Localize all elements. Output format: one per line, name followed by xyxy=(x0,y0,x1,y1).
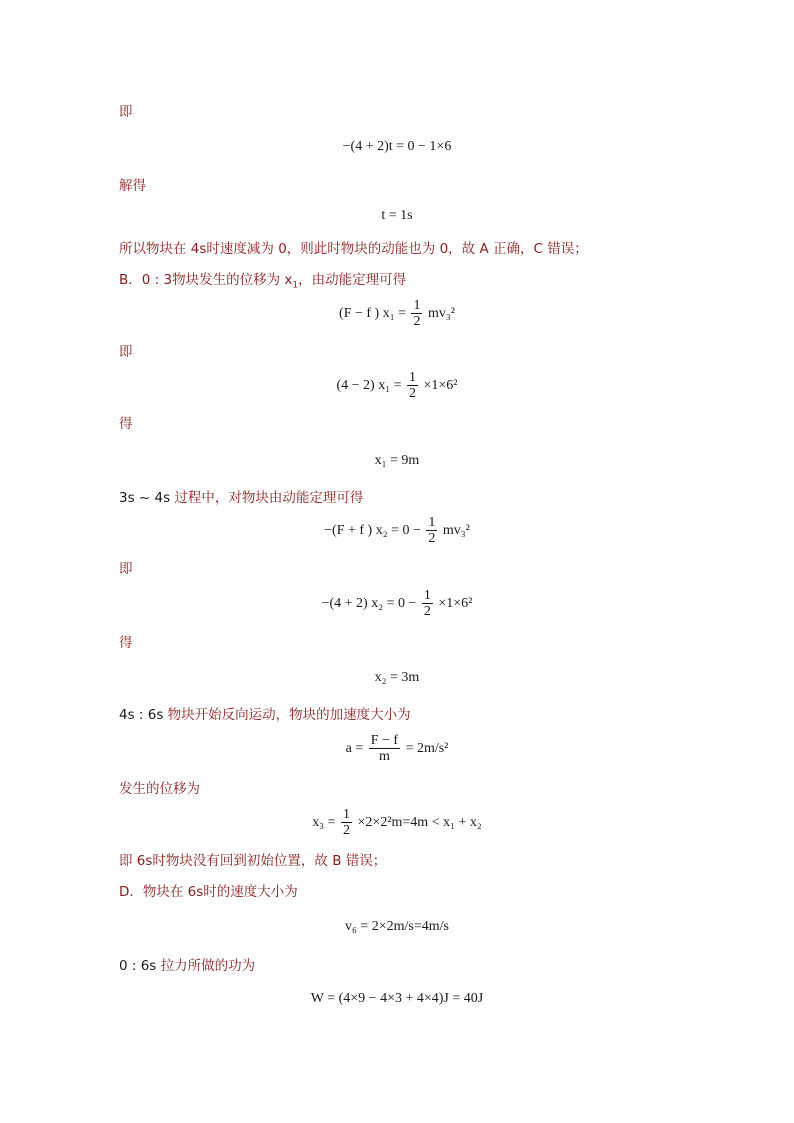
formula-3-den: 2 xyxy=(413,314,421,329)
text-line-1: 即 xyxy=(119,104,133,120)
formula-12: W = (4×9 − 4×3 + 4×4)J = 40J xyxy=(310,991,484,1006)
formula-10-right: ×2×2²m=4m < x₁ + x₂ xyxy=(357,814,482,830)
text-line-4-prefix: B．0 : 3物块发生的位移为 x xyxy=(119,272,293,288)
formula-10-fraction xyxy=(341,807,352,838)
formula-6-den: 2 xyxy=(428,531,436,546)
text-line-4-suffix: ，由动能定理可得 xyxy=(298,272,407,288)
formula-7-num: 1 xyxy=(423,588,431,603)
text-line-3: 所以物块在 4s时速度减为 0，则此时物块的动能也为 0，故 A 正确，C 错误； xyxy=(119,241,588,257)
text-line-4-sub: 1 xyxy=(292,280,299,291)
formula-11: v₆ = 2×2m/s=4m/s xyxy=(344,919,450,934)
formula-3-fraction xyxy=(411,298,422,329)
text-line-14-range: 0 : 6s xyxy=(119,958,157,974)
formula-7-fraction xyxy=(422,588,433,619)
text-line-10-range: 4s : 6s xyxy=(119,707,164,723)
text-line-10 xyxy=(119,706,411,724)
text-line-7-range: 3s ~ 4s xyxy=(119,490,171,506)
formula-4-left: (4 − 2) x₁ = xyxy=(336,377,402,393)
formula-7-left: −(4 + 2) x₂ = 0 − xyxy=(321,595,417,611)
text-line-9: 得 xyxy=(119,635,133,651)
text-line-10-rest: 物块开始反向运动，物块的加速度大小为 xyxy=(163,707,411,723)
formula-3-right: mv₃² xyxy=(427,305,455,321)
text-line-7-rest: 过程中，对物块由动能定理可得 xyxy=(170,490,364,506)
formula-6-left: −(F + f ) x₂ = 0 − xyxy=(324,522,421,538)
formula-6 xyxy=(0,515,794,546)
text-line-14-rest: 拉力所做的功为 xyxy=(156,958,256,974)
formula-6-fraction xyxy=(426,515,437,546)
text-line-14 xyxy=(119,957,255,975)
text-line-7 xyxy=(119,489,363,507)
text-line-11: 发生的位移为 xyxy=(119,781,200,797)
formula-1: −(4 + 2)t = 0 − 1×6 xyxy=(342,139,452,154)
formula-3 xyxy=(0,298,794,329)
formula-3-num: 1 xyxy=(413,298,421,313)
formula-4-right: ×1×6² xyxy=(423,377,458,393)
formula-4-fraction xyxy=(407,370,418,401)
text-line-12: 即 6s时物块没有回到初始位置，故 B 错误； xyxy=(119,853,387,869)
formula-9-left: a = xyxy=(345,740,364,756)
text-line-2: 解得 xyxy=(119,178,146,194)
formula-9-right: = 2m/s² xyxy=(405,740,449,756)
text-line-5: 即 xyxy=(119,344,133,360)
formula-9-num: F − f xyxy=(370,733,399,748)
text-line-13: D．物块在 6s时的速度大小为 xyxy=(119,884,298,900)
formula-7 xyxy=(0,588,794,619)
text-line-6: 得 xyxy=(119,416,133,432)
formula-9-fraction xyxy=(369,733,400,764)
formula-5: x₁ = 9m xyxy=(374,453,420,468)
formula-10 xyxy=(0,807,794,838)
formula-6-right: mv₃² xyxy=(442,522,470,538)
formula-9-den: m xyxy=(378,749,390,764)
text-line-4 xyxy=(119,271,406,295)
formula-10-num: 1 xyxy=(343,807,351,822)
formula-4-den: 2 xyxy=(409,386,416,401)
formula-9 xyxy=(0,733,794,764)
formula-8: x₂ = 3m xyxy=(374,670,420,685)
formula-2: t = 1s xyxy=(381,208,413,223)
text-line-8: 即 xyxy=(119,561,133,577)
formula-4-num: 1 xyxy=(409,370,416,385)
formula-10-den: 2 xyxy=(343,823,351,838)
formula-4 xyxy=(0,370,794,401)
formula-6-num: 1 xyxy=(428,515,436,530)
formula-3-left: (F − f ) x₁ = xyxy=(339,305,406,321)
formula-7-right: ×1×6² xyxy=(438,595,473,611)
formula-7-den: 2 xyxy=(423,604,431,619)
formula-10-left: x₃ = xyxy=(312,814,336,830)
